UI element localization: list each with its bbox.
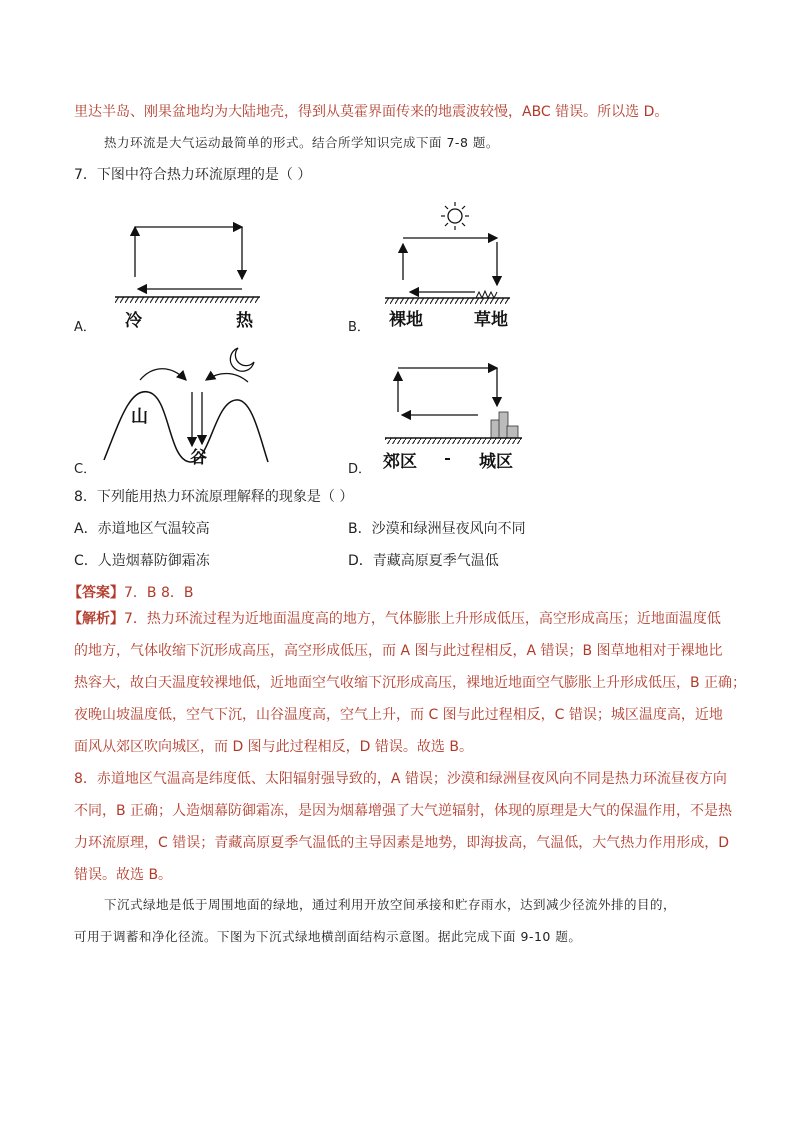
question-7-stem: 7．下图中符合热力环流原理的是（ ） bbox=[74, 167, 312, 183]
question-8-option-d: D．青藏高原夏季气温低 bbox=[348, 553, 499, 569]
previous-answer-tail: 里达半岛、刚果盆地均为大陆地壳，得到从莫霍界面传来的地震波较慢，ABC 错误。所以选 D。 bbox=[74, 104, 669, 120]
figure-d-diagram bbox=[380, 360, 530, 460]
choice-b-letter: B． bbox=[348, 320, 370, 335]
answer-line bbox=[68, 582, 193, 602]
choice-d-letter: D． bbox=[348, 462, 372, 477]
analysis-8-line-1: 8．赤道地区气温高是纬度低、太阳辐射强导致的，A 错误；沙漠和绿洲昼夜风向不同是热力环流昼夜方向 bbox=[74, 771, 727, 787]
analysis-block bbox=[68, 603, 746, 891]
choice-a-letter: A． bbox=[74, 320, 96, 335]
question-8-stem: 8．下列能用热力环流原理解释的现象是（ ） bbox=[74, 489, 354, 505]
figure-d-suburb-label: 郊区 bbox=[383, 452, 417, 472]
figure-d-city-label: 城区 bbox=[479, 452, 513, 472]
question-8-option-a: A．赤道地区气温较高 bbox=[74, 521, 210, 537]
city-buildings-icon bbox=[491, 412, 518, 438]
figure-a-cold-label: 冷 bbox=[125, 311, 142, 331]
passage-intro-9-10-line-2: 可用于调蓄和净化径流。下图为下沉式绿地横剖面结构示意图。据此完成下面 9-10 题。 bbox=[74, 929, 582, 944]
analysis-8-line-4: 错误。故选 B。 bbox=[74, 867, 173, 883]
analysis-line-2: 的地方，气体收缩下沉形成高压，高空形成低压，而 A 图与此过程相反，A 错误；B 图草地相对于裸地比 bbox=[74, 643, 723, 659]
figure-b-grass-label: 草地 bbox=[474, 310, 508, 330]
analysis-8-line-2: 不同，B 正确；人造烟幕防御霜冻，是因为烟幕增强了大气逆辐射，体现的原理是大气的保温作用，不是热 bbox=[74, 803, 733, 819]
analysis-tag: 【解析】 bbox=[68, 611, 124, 627]
sun-icon bbox=[441, 202, 469, 230]
answer-tag: 【答案】 bbox=[68, 585, 124, 601]
figure-a-hot-label: 热 bbox=[236, 311, 253, 331]
passage-intro-9-10-line-1: 下沉式绿地是低于周围地面的绿地，通过利用开放空间承接和贮存雨水，达到减少径流外排的目的， bbox=[104, 897, 677, 912]
figure-c-valley-label: 谷 bbox=[190, 448, 207, 468]
question-8-option-c: C．人造烟幕防御霜冻 bbox=[74, 553, 210, 569]
moon-icon bbox=[230, 348, 254, 371]
analysis-line-5: 面风从郊区吹向城区，而 D 图与此过程相反，D 错误。故选 B。 bbox=[74, 739, 473, 755]
figure-b-diagram bbox=[380, 200, 520, 310]
analysis-line-4: 夜晚山坡温度低，空气下沉，山谷温度高，空气上升，而 C 图与此过程相反，C 错误；城区温度高，近地 bbox=[74, 707, 723, 723]
figure-b-bare-label: 裸地 bbox=[389, 310, 423, 330]
analysis-8-line-3: 力环流原理，C 错误；青藏高原夏季气温低的主导因素是地势，即海拔高，气温低，大气热力作用形成，D bbox=[74, 835, 730, 851]
figure-c-mountain-label: 山 bbox=[131, 407, 148, 427]
analysis-line-1: 7．热力环流过程为近地面温度高的地方，气体膨胀上升形成低压，高空形成高压；近地面温度低 bbox=[124, 611, 721, 627]
answer-text: 7．B 8．B bbox=[124, 585, 194, 601]
passage-intro-7-8: 热力环流是大气运动最简单的形式。结合所学知识完成下面 7-8 题。 bbox=[104, 135, 499, 150]
choice-c-letter: C． bbox=[74, 462, 97, 477]
analysis-line-3: 热容大，故白天温度较裸地低，近地面空气收缩下沉形成高压，裸地近地面空气膨胀上升形成低压，B 正确； bbox=[74, 675, 747, 691]
question-8-option-b: B．沙漠和绿洲昼夜风向不同 bbox=[348, 521, 526, 537]
